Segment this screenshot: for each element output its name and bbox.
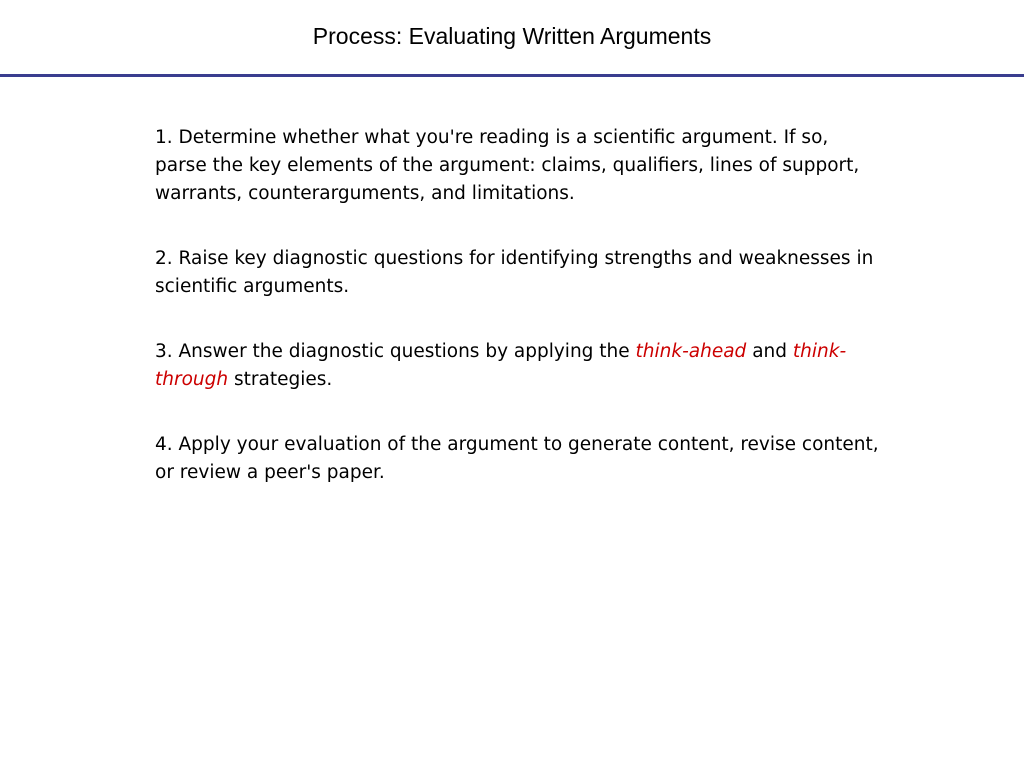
title-divider xyxy=(0,74,1024,77)
step-3-middle: and xyxy=(746,341,793,362)
slide-title: Process: Evaluating Written Arguments xyxy=(312,23,712,49)
step-3-prefix: 3. Answer the diagnostic questions by applying the xyxy=(155,341,636,362)
step-2: 2. Raise key diagnostic questions for identifying strengths and weaknesses in scientific arguments. xyxy=(155,248,874,297)
steps-list xyxy=(155,124,885,524)
think-through-term: think-through xyxy=(155,341,847,390)
step-3-suffix: strategies. xyxy=(228,369,333,390)
step-3 xyxy=(155,338,885,394)
think-ahead-term: think-ahead xyxy=(635,341,747,362)
step-4: 4. Apply your evaluation of the argument to generate content, revise content, or review a peer's paper. xyxy=(155,434,879,483)
step-1: 1. Determine whether what you're reading is a scientific argument. If so, parse the key elements of the argument: claims, qualifiers, lines of support, warrants, counterarguments, and limitations. xyxy=(155,127,860,204)
